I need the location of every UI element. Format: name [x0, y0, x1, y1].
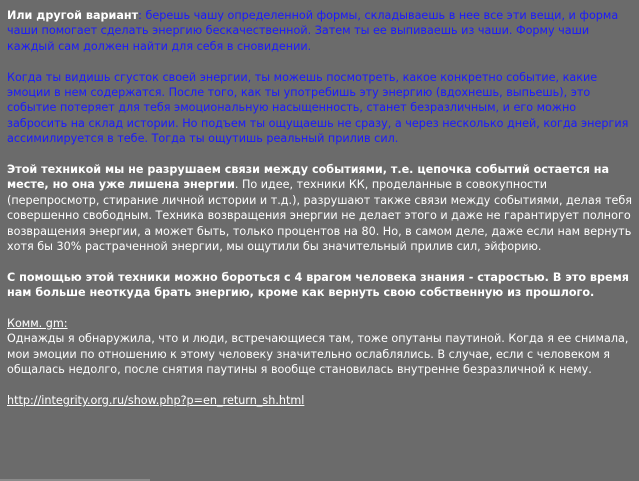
paragraph-text: Когда ты видишь сгусток своей энергии, ты можешь посмотреть, какое конкретно событие, какие эмоции в нем содержатся. После того, как ты употребишь эту энергию (вдохнешь, выпьешь), это событие потеряет для тебя эмоциональную насыщенность, станет безразличным, и его можно забросить на склад истории. Но подъем ты ощущаешь не сразу, а через несколько дней, когда энергия ассимилируется в тебе. Тогда ты ощутишь реальный прилив сил.	[7, 70, 629, 146]
paragraph-energy-clump	[7, 70, 633, 147]
source-link[interactable]: http://integrity.org.ru/show.php?p=en_return_sh.html	[7, 394, 305, 408]
paragraph-text: . По идее, техники КК, проделанные в совокупности (перепросмотр, стирание личной истории и т.д.), разрушают также связи между событиями, делая тебя совершенно свободным. Техника возвращения энергии не делает этого и даже не гарантирует полного возвращения энергии, а может быть, только процентов на 80. Но, в самом деле, даже если нам вернуть хотя бы 30% растраченной энергии, мы ощутили бы значительный прилив сил, эйфорию.	[7, 178, 632, 254]
paragraph-lead: Или другой вариант	[7, 9, 139, 22]
comment-label: Комм. gm:	[7, 317, 68, 331]
paragraph-bold-text: С помощью этой техники можно бороться с 4 врагом человека знания - старостью. В это время нам больше неоткуда брать энергию, кроме как вернуть свою собственную из прошлого.	[7, 270, 629, 300]
paragraph-other-variant	[7, 8, 633, 54]
paragraph-old-age	[7, 270, 633, 301]
paragraph-text: берешь чашу определенной формы, складываешь в нее все эти вещи, и форма чаши помогает сделать энергию бескачественной. Затем ты ее выпиваешь из чаши. Форму чаши каждый сам должен найти для себя в сновидении.	[7, 9, 619, 53]
comment-text: Однажды я обнаружила, что и люди, встречающиеся там, тоже опутаны паутиной. Когда я ее снимала, мои эмоции по отношению к этому человеку значительно ослаблялись. В случае, если с человеком я общалась недолго, после снятия паутины я вообще становилась внутренне безразличной к нему.	[7, 332, 629, 377]
paragraph-bold-text: Этой техникой мы не разрушаем связи между событиями, т.е. цепочка событий остается на месте, но она уже лишена энергии	[7, 163, 610, 192]
comment-block	[7, 316, 633, 378]
paragraph-colon: :	[138, 9, 142, 22]
paragraph-technique	[7, 162, 633, 254]
source-link-paragraph	[7, 393, 633, 408]
